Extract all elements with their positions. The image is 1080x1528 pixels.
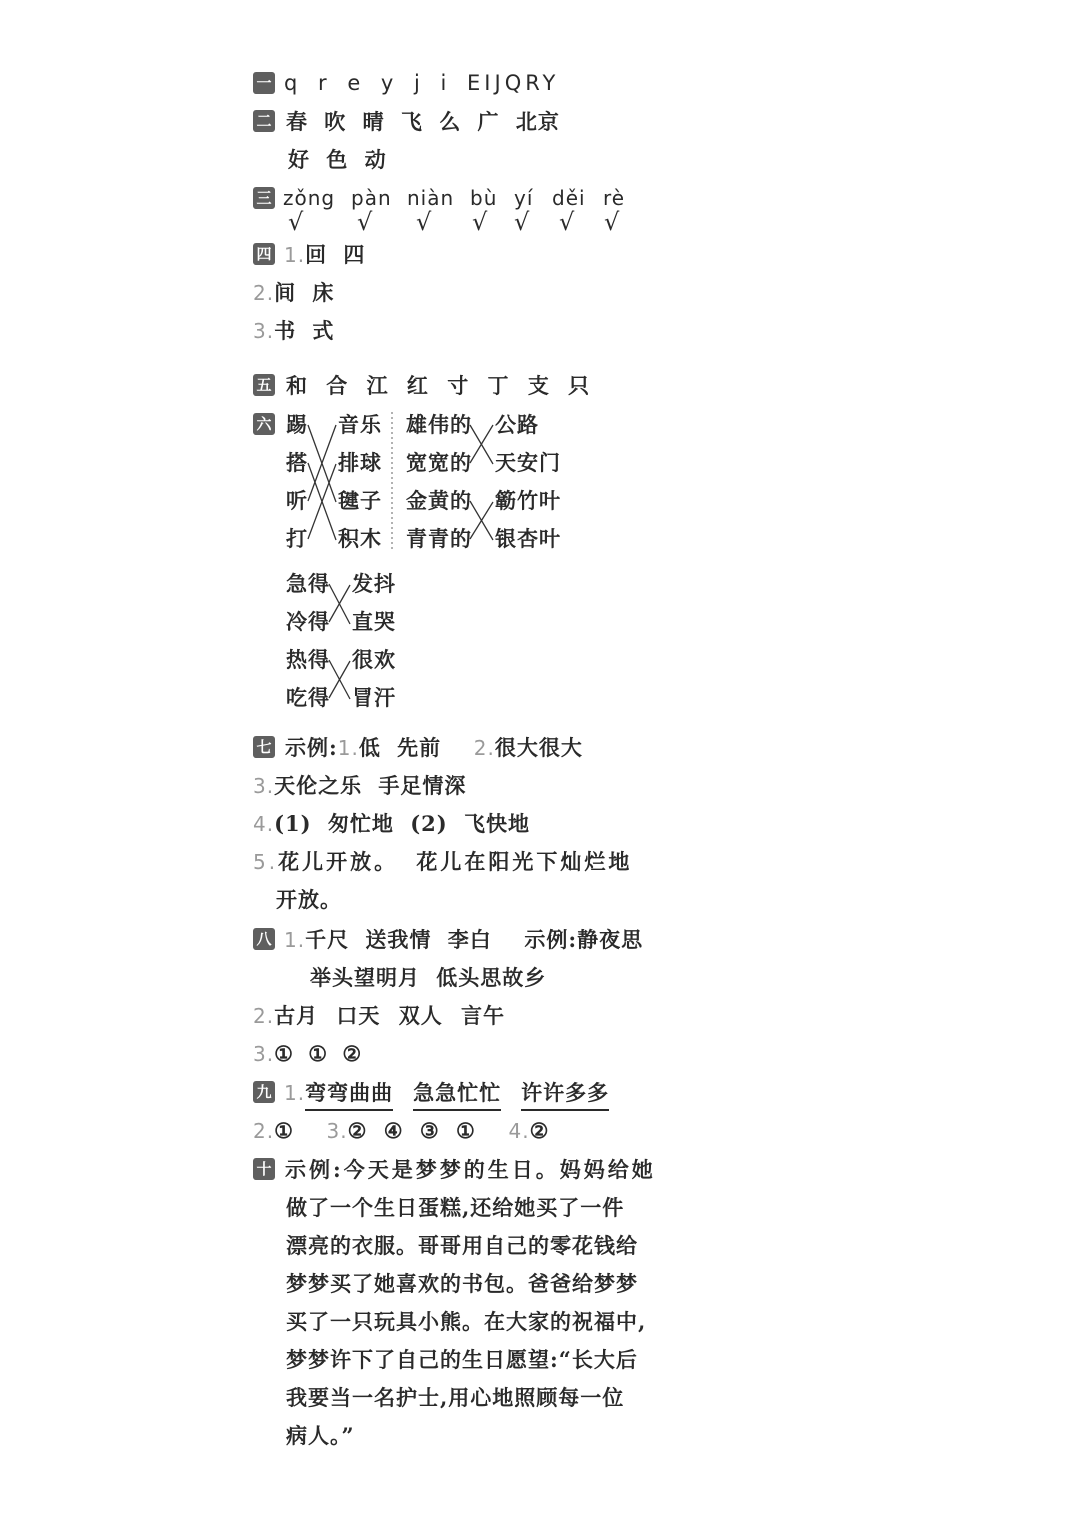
item-number: 3. <box>253 1042 275 1066</box>
pinyin-4: bù <box>470 186 498 210</box>
section-7-line-4 <box>253 851 632 872</box>
match-2-right-4: 银杏叶 <box>495 526 561 551</box>
answer-text: 千尺 送我情 李白 <box>305 927 492 952</box>
item-number: 3. <box>253 774 275 798</box>
section-1-answer: q r e y j i EIJQRY <box>284 71 560 95</box>
check-mark-7: √ <box>604 208 620 236</box>
section-10-line-2: 做了一个生日蛋糕,还给她买了一件 <box>286 1195 625 1220</box>
match-1-right-1: 音乐 <box>338 412 382 437</box>
section-2-badge: 二 <box>253 110 275 132</box>
match-3-left-1: 急得 <box>286 571 330 596</box>
match-2-left-1: 雄伟的 <box>406 412 472 437</box>
match-3-right-3: 很欢 <box>352 647 396 672</box>
match-3-right-2: 直哭 <box>352 609 396 634</box>
match-2-left-3: 金黄的 <box>406 488 472 513</box>
answer-text: 天伦之乐 手足情深 <box>274 773 467 798</box>
section-4-badge: 四 <box>253 243 275 265</box>
section-5-answer: 和 合 江 红 寸 丁 支 只 <box>286 373 591 398</box>
answer-text: ② ④ ③ ① <box>347 1118 476 1143</box>
section-10-line-6: 梦梦许下了自己的生日愿望:“长大后 <box>286 1347 638 1372</box>
match-2-right-3: 簕竹叶 <box>495 488 561 513</box>
underlined-word-1: 弯弯曲曲 <box>305 1080 393 1111</box>
section-10-line-1 <box>285 1159 656 1180</box>
example-label: 示例: <box>285 735 338 760</box>
section-3-badge: 三 <box>253 187 275 209</box>
item-number: 2. <box>473 736 495 760</box>
answer-text: ① ① ② <box>274 1041 363 1066</box>
check-mark-4: √ <box>472 208 488 236</box>
matching-lines <box>0 0 1080 760</box>
check-mark-3: √ <box>416 208 432 236</box>
section-8-line-2: 举头望明月 低头思故乡 <box>310 965 547 990</box>
match-2-right-2: 天安门 <box>495 450 561 475</box>
section-1-badge: 一 <box>253 72 275 94</box>
section-8-line-1 <box>284 929 643 950</box>
match-3-left-4: 吃得 <box>286 685 330 710</box>
answer-text: 静夜思 <box>577 927 644 952</box>
match-1-right-4: 积木 <box>338 526 382 551</box>
item-number: 2. <box>253 1004 275 1028</box>
answer-text: (1) 匆忙地 (2) 飞快地 <box>274 811 530 836</box>
item-number: 3. <box>253 319 275 343</box>
example-label: 示例: <box>524 927 578 952</box>
underlined-word-2: 急急忙忙 <box>413 1080 501 1111</box>
pinyin-3: niàn <box>407 186 455 210</box>
match-2-left-4: 青青的 <box>406 526 472 551</box>
match-1-right-3: 毽子 <box>338 488 382 513</box>
section-10-line-5: 买了一只玩具小熊。在大家的祝福中, <box>286 1309 647 1334</box>
section-8-line-3 <box>253 1005 505 1026</box>
match-1-left-1: 踢 <box>286 412 308 437</box>
item-number: 4. <box>253 812 275 836</box>
section-9-badge: 九 <box>253 1081 275 1103</box>
match-3-left-3: 热得 <box>286 647 330 672</box>
pinyin-5: yí <box>514 186 534 210</box>
section-8-badge: 八 <box>253 928 275 950</box>
section-5-badge: 五 <box>253 374 275 396</box>
answer-text: 花儿开放。 花儿在阳光下灿烂地 <box>278 849 633 874</box>
item-text: 回 四 <box>305 242 366 267</box>
section-10-line-3: 漂亮的衣服。哥哥用自己的零花钱给 <box>286 1233 638 1258</box>
section-10-badge: 十 <box>253 1158 275 1180</box>
item-text: 间 床 <box>274 280 335 305</box>
example-label: 示例: <box>285 1157 344 1182</box>
section-8-line-4 <box>253 1043 362 1064</box>
item-number: 2. <box>253 1119 275 1143</box>
pinyin-1: zǒng <box>283 186 336 210</box>
item-number: 2. <box>253 281 275 305</box>
section-7-badge: 七 <box>253 736 275 758</box>
match-3-right-1: 发抖 <box>352 571 396 596</box>
pinyin-2: pàn <box>351 186 392 210</box>
section-9-line-1 <box>284 1082 609 1103</box>
match-1-left-3: 听 <box>286 488 308 513</box>
item-number: 4. <box>508 1119 530 1143</box>
answer-text: 低 先前 <box>358 735 442 760</box>
answer-text: ② <box>529 1118 550 1143</box>
check-mark-6: √ <box>559 208 575 236</box>
section-7-line-2 <box>253 775 466 796</box>
item-number: 3. <box>326 1119 348 1143</box>
item-number: 1. <box>284 928 306 952</box>
section-6-badge: 六 <box>253 413 275 435</box>
match-1-right-2: 排球 <box>338 450 382 475</box>
check-mark-5: √ <box>514 208 530 236</box>
answer-text: ① <box>274 1118 294 1143</box>
match-1-left-4: 打 <box>286 526 308 551</box>
section-10-line-8: 病人。” <box>286 1423 355 1448</box>
item-text: 书 式 <box>274 318 335 343</box>
pinyin-6: děi <box>552 186 586 210</box>
section-7-line-3 <box>253 813 530 834</box>
essay-text: 今天是梦梦的生日。妈妈给她 <box>343 1157 656 1182</box>
answer-text: 很大很大 <box>494 735 583 760</box>
check-mark-1: √ <box>288 208 304 236</box>
item-number: 1. <box>284 1081 306 1105</box>
section-2-line-1: 春 吹 晴 飞 么 广 北京 <box>286 109 560 134</box>
match-3-left-2: 冷得 <box>286 609 330 634</box>
item-number: 1. <box>284 243 306 267</box>
match-2-right-1: 公路 <box>495 412 539 437</box>
section-9-line-2 <box>253 1120 549 1141</box>
section-7-line-1 <box>285 737 583 758</box>
item-number: 1. <box>337 736 359 760</box>
section-10-line-7: 我要当一名护士,用心地照顾每一位 <box>286 1385 625 1410</box>
answer-text: 古月 口天 双人 言午 <box>274 1003 506 1028</box>
section-7-line-5: 开放。 <box>276 887 342 912</box>
match-1-left-2: 搭 <box>286 450 308 475</box>
section-2-line-2: 好 色 动 <box>288 147 387 172</box>
check-mark-2: √ <box>357 208 373 236</box>
item-number: 5. <box>253 850 279 874</box>
underlined-word-3: 许许多多 <box>521 1080 609 1111</box>
match-2-left-2: 宽宽的 <box>406 450 472 475</box>
pinyin-7: rè <box>603 186 626 210</box>
match-3-right-4: 冒汗 <box>352 685 396 710</box>
section-10-line-4: 梦梦买了她喜欢的书包。爸爸给梦梦 <box>286 1271 638 1296</box>
